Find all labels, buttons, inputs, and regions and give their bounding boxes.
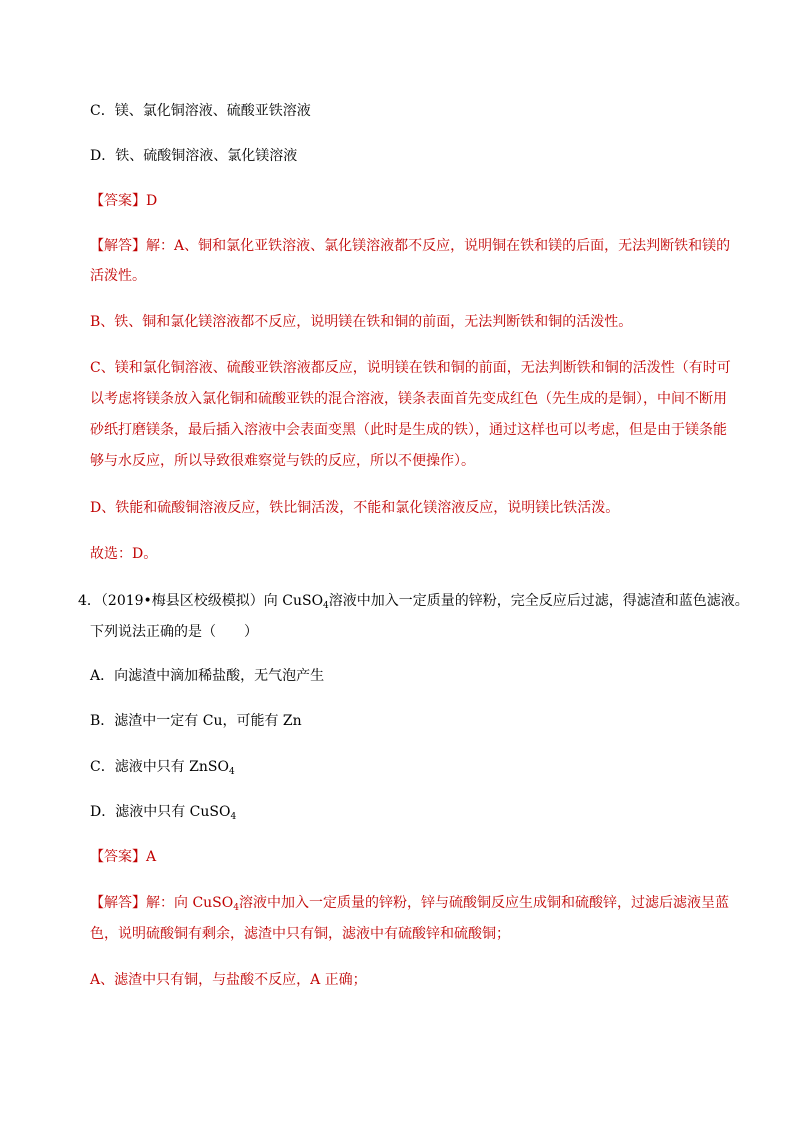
answer-label: 【答案】 — [90, 193, 146, 209]
q3-para-b: B、铁、铜和氯化镁溶液都不反应，说明镁在铁和铜的前面，无法判断铁和铜的活泼性。 — [90, 314, 633, 330]
answer-value: A — [146, 849, 157, 865]
analysis-text: 解：A、铜和氯化亚铁溶液、氯化镁溶液都不反应，说明铜在铁和镁的后面，无法判断铁和镁的 — [146, 238, 731, 254]
q4-option-d — [90, 802, 236, 827]
q3-para-c-line-2: 以考虑将镁条放入氯化铜和硫酸亚铁的混合溶液，镁条表面首先变成红色（先生成的是铜），中间不断用 — [90, 391, 727, 407]
q3-analysis-line-1 — [90, 236, 730, 256]
q3-para-c-line-1: C、镁和氯化铜溶液、硫酸亚铁溶液都反应，说明镁在铁和铜的前面，无法判断铁和铜的活泼性（有时可 — [90, 360, 731, 376]
q4-stem-line-1 — [78, 591, 749, 616]
q4-analysis-line-2: 色，说明硫酸铜有剩余，滤渣中只有铜，滤液中有硫酸锌和硫酸铜； — [90, 926, 510, 942]
analysis-label: 【解答】 — [90, 895, 146, 911]
answer-label: 【答案】 — [90, 849, 146, 865]
q4-stem-line-2: 下列说法正确的是（ ） — [90, 624, 258, 640]
answer-value: D — [146, 193, 158, 209]
q4-option-b: B．滤渣中一定有 Cu，可能有 Zn — [90, 713, 302, 729]
analysis-subscript: 4 — [233, 903, 239, 913]
q3-conclusion: 故选：D。 — [90, 546, 158, 562]
analysis-text-b: 溶液中加入一定质量的锌粉，锌与硫酸铜反应生成铜和硫酸锌，过滤后滤液呈蓝 — [238, 895, 729, 911]
q4-option-c — [90, 757, 235, 782]
analysis-label: 【解答】 — [90, 238, 146, 254]
q3-option-d: D．铁、硫酸铜溶液、氯化镁溶液 — [90, 148, 298, 164]
q4-option-d-text: D．滤液中只有 CuSO — [90, 804, 231, 820]
q4-answer — [90, 847, 156, 867]
q3-answer — [90, 191, 157, 211]
q3-para-c-line-4: 够与水反应，所以导致很难察觉与铁的反应，所以不便操作）。 — [90, 453, 475, 469]
analysis-text-a: 解：向 CuSO — [146, 895, 234, 911]
q3-para-d: D、铁能和硫酸铜溶液反应，铁比铜活泼，不能和氯化镁溶液反应，说明镁比铁活泼。 — [90, 500, 620, 516]
q4-option-c-subscript: 4 — [228, 767, 235, 777]
q4-para-a: A、滤渣中只有铜，与盐酸不反应，A 正确； — [90, 972, 367, 988]
q3-analysis-line-2: 活泼性。 — [90, 268, 146, 284]
q3-para-c-line-3: 砂纸打磨镁条，最后插入溶液中会表面变黑（此时是生成的铁），通过这样也可以考虑，但是由于镁条能 — [90, 422, 727, 438]
q4-stem-part-a: 4．（2019•梅县区校级模拟）向 CuSO — [78, 593, 324, 609]
q4-stem-part-b: 溶液中加入一定质量的锌粉，完全反应后过滤，得滤渣和蓝色滤液。 — [328, 593, 749, 609]
q4-analysis-line-1 — [90, 893, 729, 918]
q4-option-d-subscript: 4 — [230, 812, 237, 822]
q4-stem-subscript: 4 — [323, 601, 329, 611]
q4-option-a: A．向滤渣中滴加稀盐酸，无气泡产生 — [90, 668, 325, 684]
q4-option-c-text: C．滤液中只有 ZnSO — [90, 759, 229, 775]
q3-option-c: C．镁、氯化铜溶液、硫酸亚铁溶液 — [90, 103, 311, 119]
